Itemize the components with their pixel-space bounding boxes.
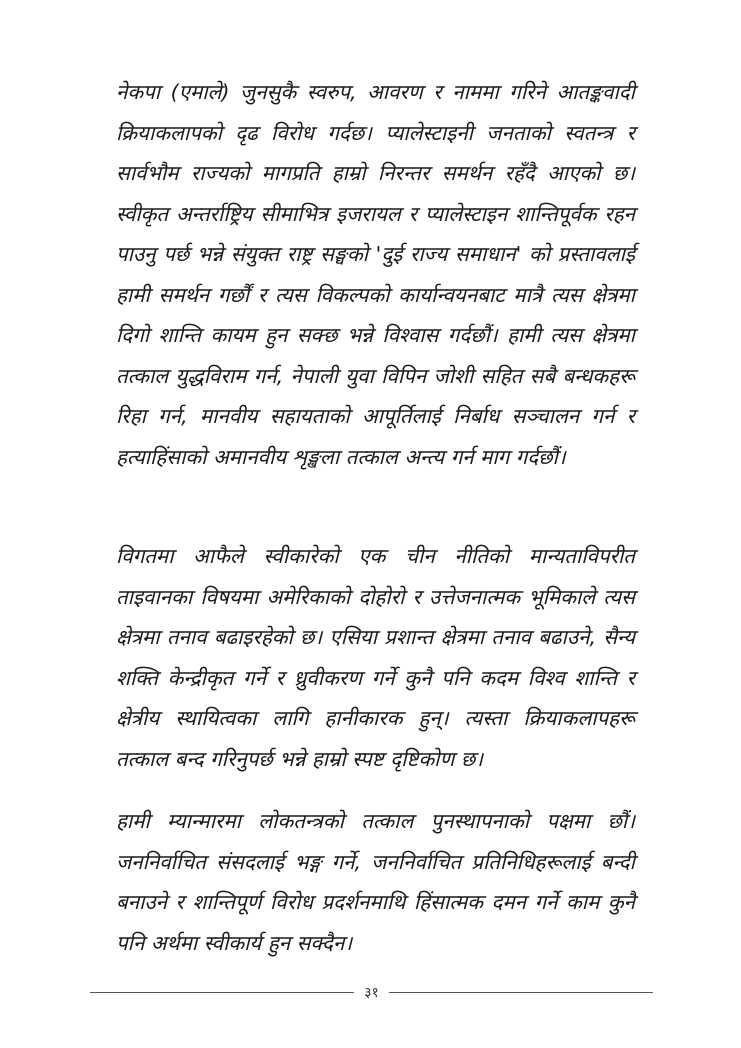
- paragraph-2: विगतमा आफैले स्वीकारेको एक चीन नीतिको मान्यताविपरीत ताइवानका विषयमा अमेरिकाको दोहोरो र उत्तेजनात्मक भूमिकाले त्यस क्षेत्रमा तनाव बढाइरहेको छ। एसिया प्रशान्त क्षेत्रमा तनाव बढाउने, सैन्य शक्ति केन्द्रीकृत गर्ने र ध्रुवीकरण गर्ने कुनै पनि कदम विश्व शान्ति र क्षेत्रीय स्थायित्वका लागि हानीकारक हुन्। त्यस्ता क्रियाकलापहरू तत्काल बन्द गरिनुपर्छ भन्ने हाम्रो स्पष्ट दृष्टिकोण छ।: [116, 544, 635, 771]
- paragraph-1: नेकपा (एमाले) जुनसुकै स्वरुप, आवरण र नाममा गरिने आतङ्कवादी क्रियाकलापको दृढ विरोध गर्दछ। प्यालेस्टाइनी जनताको स्वतन्त्र र सार्वभौम राज्यको मागप्रति हाम्रो निरन्तर समर्थन रहँदै आएको छ। स्वीकृत अन्तर्राष्ट्रिय सीमाभित्र इजरायल र प्यालेस्टाइन शान्तिपूर्वक रहन पाउनु पर्छ भन्ने संयुक्त राष्ट्र सङ्घको 'दुई राज्य समाधान' को प्रस्तावलाई हामी समर्थन गर्छौं र त्यस विकल्पको कार्यान्वयनबाट मात्रै त्यस क्षेत्रमा दिगो शान्ति कायम हुन सक्छ भन्ने विश्वास गर्दछौं। हामी त्यस क्षेत्रमा तत्काल युद्धविराम गर्न, नेपाली युवा विपिन जोशी सहित सबै बन्धकहरू रिहा गर्न, मानवीय सहायताको आपूर्तिलाई निर्बाध सञ्चालन गर्न र हत्याहिंसाको अमानवीय शृङ्खला तत्काल अन्त्य गर्न माग गर्दछौं।: [116, 80, 635, 469]
- body-text-block: [116, 801, 635, 963]
- body-text-block: [116, 72, 635, 477]
- paragraph-3: हामी म्यान्मारमा लोकतन्त्रको तत्काल पुनस्थापनाको पक्षमा छौं। जननिर्वाचित संसदलाई भङ्ग गर्ने, जननिर्वाचित प्रतिनिधिहरूलाई बन्दी बनाउने र शान्तिपूर्ण विरोध प्रदर्शनमाथि हिंसात्मक दमन गर्ने काम कुनै पनि अर्थमा स्वीकार्य हुन सक्दैन।: [116, 809, 635, 955]
- footer-rule-left: [90, 992, 354, 993]
- body-text-block: [116, 536, 635, 779]
- page-footer: [90, 982, 653, 1002]
- page-number: ३१: [364, 984, 379, 1001]
- footer-rule-right: [389, 992, 653, 993]
